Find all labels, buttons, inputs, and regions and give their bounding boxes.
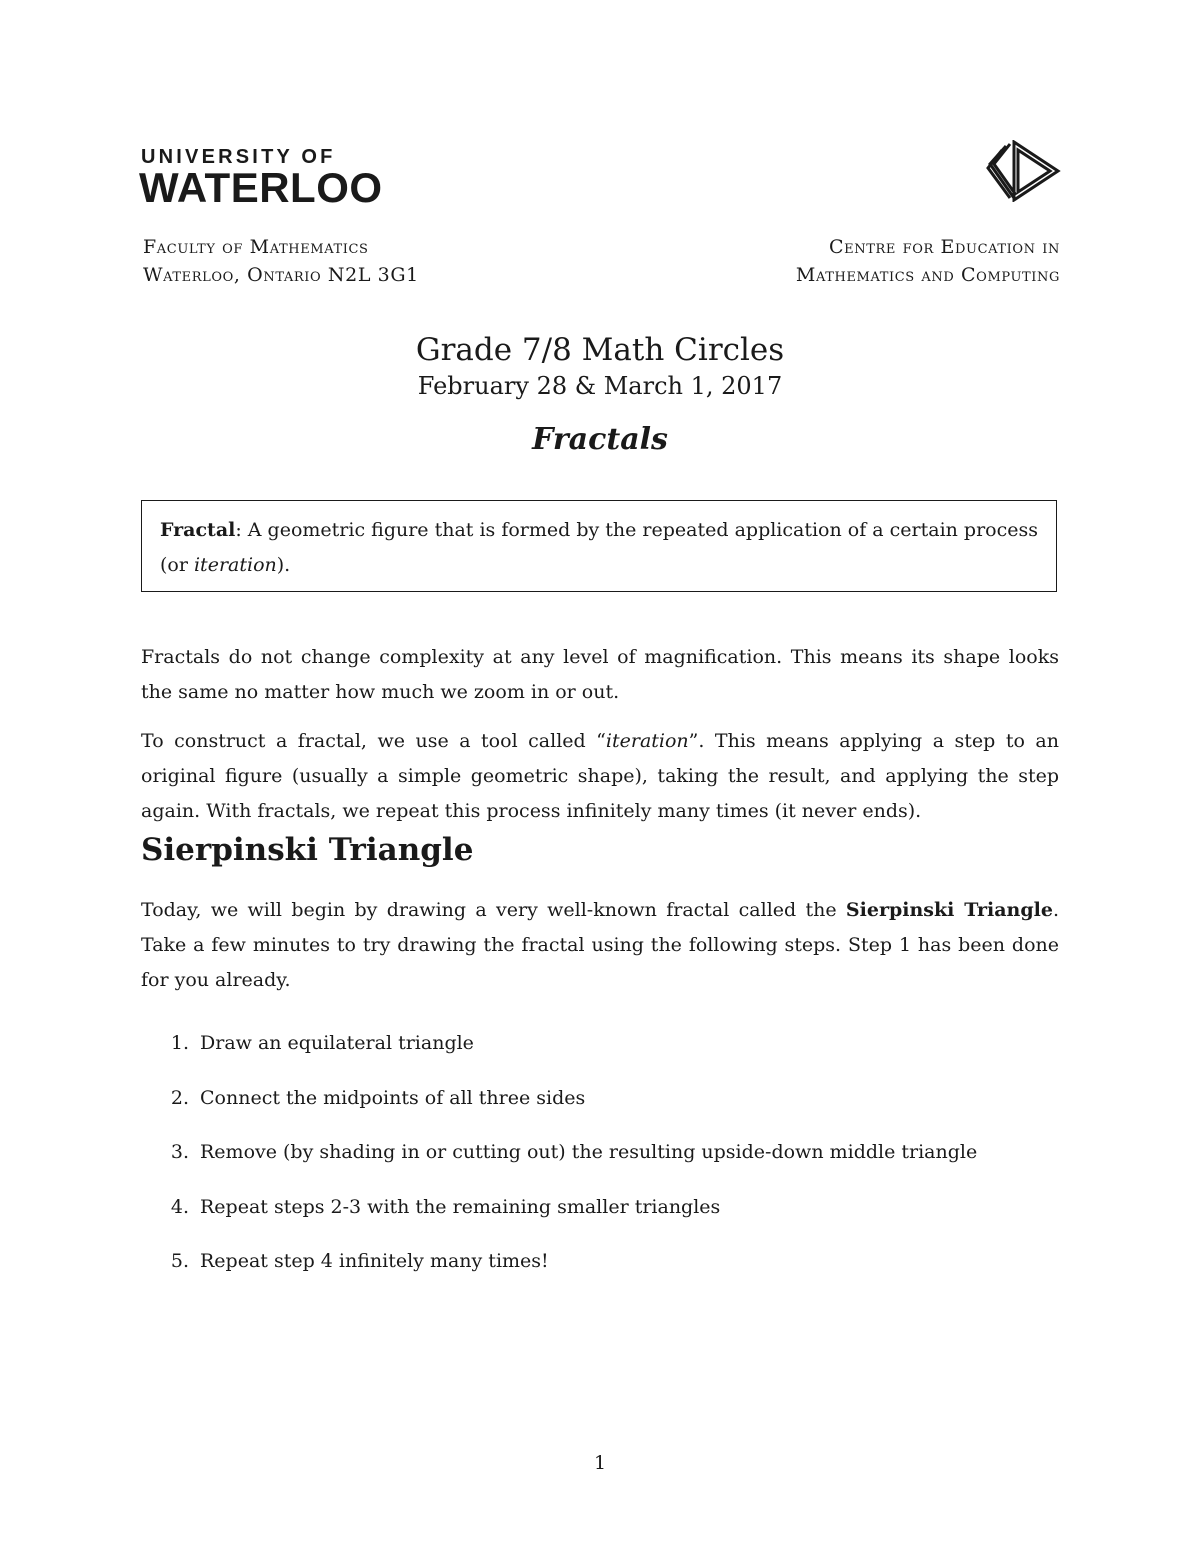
- paragraph-iteration-term: iteration: [605, 730, 689, 752]
- paragraph-iteration: [141, 724, 1059, 829]
- step-number: 5.: [170, 1250, 189, 1272]
- paragraph-sierpinski-end: . Take a few minutes to try drawing the fractal using the following steps. Step 1 has been done for you already.: [141, 899, 1059, 991]
- definition-text: [160, 513, 1038, 583]
- list-item: [141, 1250, 1059, 1305]
- section-heading: Sierpinski Triangle: [141, 832, 474, 868]
- faculty-address: Waterloo, Ontario N2L 3G1: [143, 264, 419, 286]
- steps-list: [141, 1032, 1059, 1305]
- paragraph-sierpinski-intro: [141, 893, 1059, 998]
- step-number: 2.: [170, 1086, 189, 1109]
- definition-body: : A geometric figure that is formed by the repeated application of a certain process (or: [160, 519, 1039, 576]
- university-logo-line2: WATERLOO: [139, 164, 383, 211]
- page-title: Grade 7/8 Math Circles: [415, 332, 785, 368]
- faculty-name: Faculty of Mathematics: [143, 236, 369, 258]
- definition-end: ).: [276, 554, 291, 576]
- step-text: Remove (by shading in or cutting out) the resulting upside-down middle triangle: [200, 1141, 978, 1163]
- definition-term: Fractal: [160, 519, 236, 541]
- list-item: [141, 1196, 1059, 1251]
- cemc-logo-icon: [984, 140, 1062, 202]
- step-text: Repeat steps 2-3 with the remaining smaller triangles: [200, 1195, 721, 1218]
- paragraph-sierpinski-start: Today, we will begin by drawing a very well-known fractal called the: [141, 899, 846, 921]
- centre-name-line1: Centre for Education in: [829, 236, 1060, 258]
- topic-subtitle: Fractals: [532, 422, 668, 457]
- step-text: Repeat step 4 infinitely many times!: [200, 1250, 549, 1272]
- paragraph-sierpinski-term: Sierpinski Triangle: [845, 899, 1053, 921]
- definition-box: [141, 500, 1057, 592]
- definition-italic-term: iteration: [193, 554, 277, 576]
- session-date: February 28 & March 1, 2017: [417, 372, 783, 400]
- step-text: Draw an equilateral triangle: [200, 1032, 474, 1054]
- step-number: 4.: [170, 1195, 189, 1218]
- paragraph-iteration-end: ”. This means applying a step to an original figure (usually a simple geometric shape), taking the result, and applying the step again. With fractals, we repeat this process infinitely many times (it never ends).: [141, 730, 1059, 822]
- page-number: 1: [593, 1452, 607, 1474]
- paragraph-iteration-start: To construct a fractal, we use a tool called “: [141, 730, 606, 752]
- list-item: [141, 1032, 1059, 1087]
- step-number: 3.: [170, 1141, 189, 1163]
- centre-name-line2: Mathematics and Computing: [795, 264, 1060, 286]
- step-number: 1.: [170, 1032, 189, 1054]
- step-text: Connect the midpoints of all three sides: [200, 1086, 586, 1109]
- list-item: [141, 1087, 1059, 1142]
- list-item: [141, 1141, 1059, 1196]
- university-logo-line1: UNIVERSITY OF: [141, 146, 336, 168]
- paragraph-magnification: Fractals do not change complexity at any level of magnification. This means its shape looks the same no matter how much we zoom in or out.: [141, 646, 1059, 703]
